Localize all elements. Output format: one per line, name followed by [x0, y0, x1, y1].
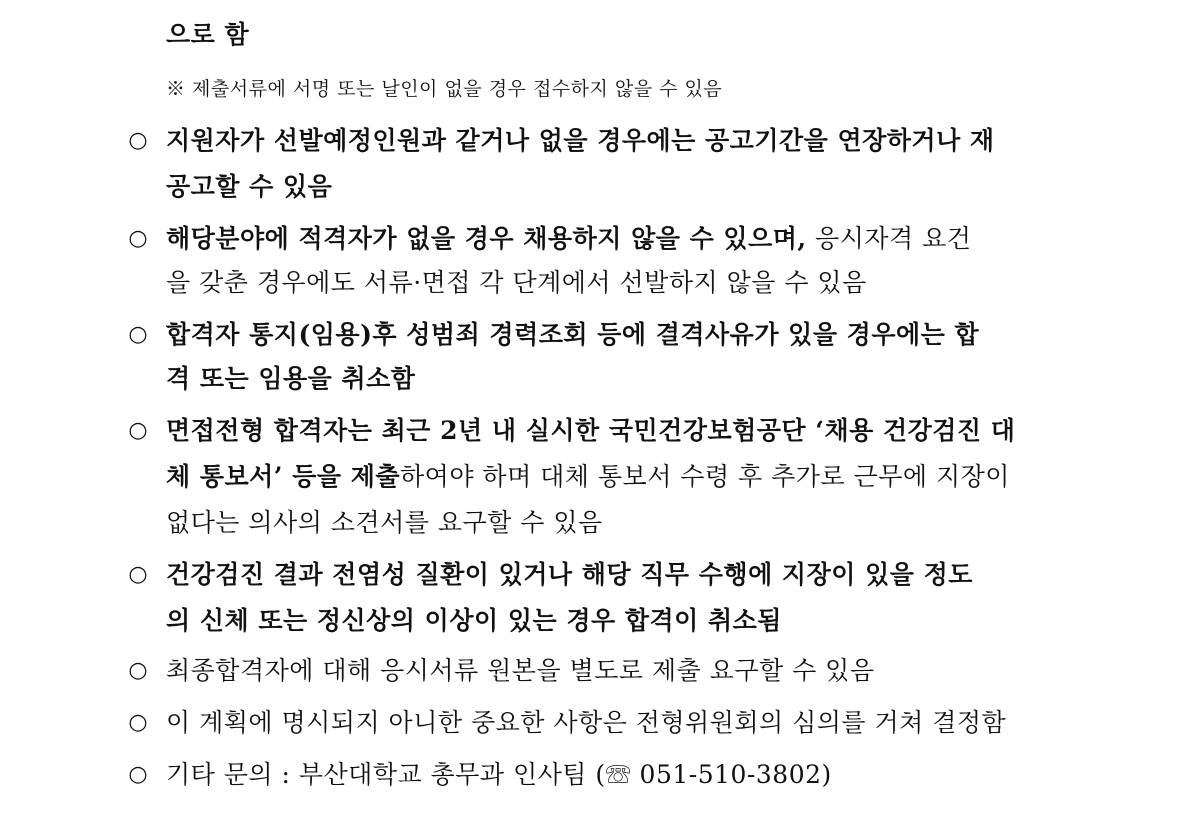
item-3-line-2: 격 또는 임용을 취소함 [166, 364, 416, 393]
item-2-normal-text: 응시자격 요건 [806, 224, 972, 253]
item-4-line-1: 면접전형 합격자는 최근 2년 내 실시한 국민건강보험공단 ‘채용 건강검진 대 [166, 416, 1016, 445]
item-4-line-2 [166, 460, 1010, 494]
item-4-normal-text: 하여야 하며 대체 통보서 수령 후 추가로 근무에 지장이 [400, 462, 1010, 491]
item-6-line-1: 최종합격자에 대해 응시서류 원본을 별도로 제출 요구할 수 있음 [166, 656, 875, 685]
bullet-6: ○ [128, 658, 148, 683]
item-5-line-2: 의 신체 또는 정신상의 이상이 있는 경우 합격이 취소됨 [166, 606, 782, 635]
item-3-line-1: 합격자 통지(임용)후 성범죄 경력조회 등에 결격사유가 있을 경우에는 합 [166, 320, 980, 349]
bullet-3: ○ [128, 322, 148, 347]
item-2-line-2: 을 갖춘 경우에도 서류·면접 각 단계에서 선발하지 않을 수 있음 [166, 268, 867, 297]
item-8-line-1: 기타 문의 : 부산대학교 총무과 인사팀 (☏ 051-510-3802) [166, 760, 832, 789]
item-2-line-1 [166, 222, 971, 256]
bullet-2: ○ [128, 226, 148, 251]
bullet-8: ○ [128, 762, 148, 787]
item-2-bold-text: 해당분야에 적격자가 없을 경우 채용하지 않을 수 있으며, [166, 224, 807, 253]
bullet-5: ○ [128, 562, 148, 587]
item-5-line-1: 건강검진 결과 전염성 질환이 있거나 해당 직무 수행에 지장이 있을 정도 [166, 560, 973, 589]
bullet-1: ○ [128, 128, 148, 153]
bullet-4: ○ [128, 418, 148, 443]
item-1-line-1: 지원자가 선발예정인원과 같거나 없을 경우에는 공고기간을 연장하거나 재 [166, 126, 995, 155]
item-4-bold-text: 체 통보서’ 등을 제출 [166, 462, 401, 491]
bullet-7: ○ [128, 710, 148, 735]
intro-note: ※ 제출서류에 서명 또는 날인이 없을 경우 접수하지 않을 수 있음 [166, 78, 723, 100]
intro-line: 으로 함 [166, 20, 250, 49]
item-4-line-3: 없다는 의사의 소견서를 요구할 수 있음 [166, 508, 603, 537]
item-7-line-1: 이 계획에 명시되지 아니한 중요한 사항은 전형위원회의 심의를 거쳐 결정함 [166, 708, 1007, 737]
item-1-line-2: 공고할 수 있음 [166, 172, 333, 201]
